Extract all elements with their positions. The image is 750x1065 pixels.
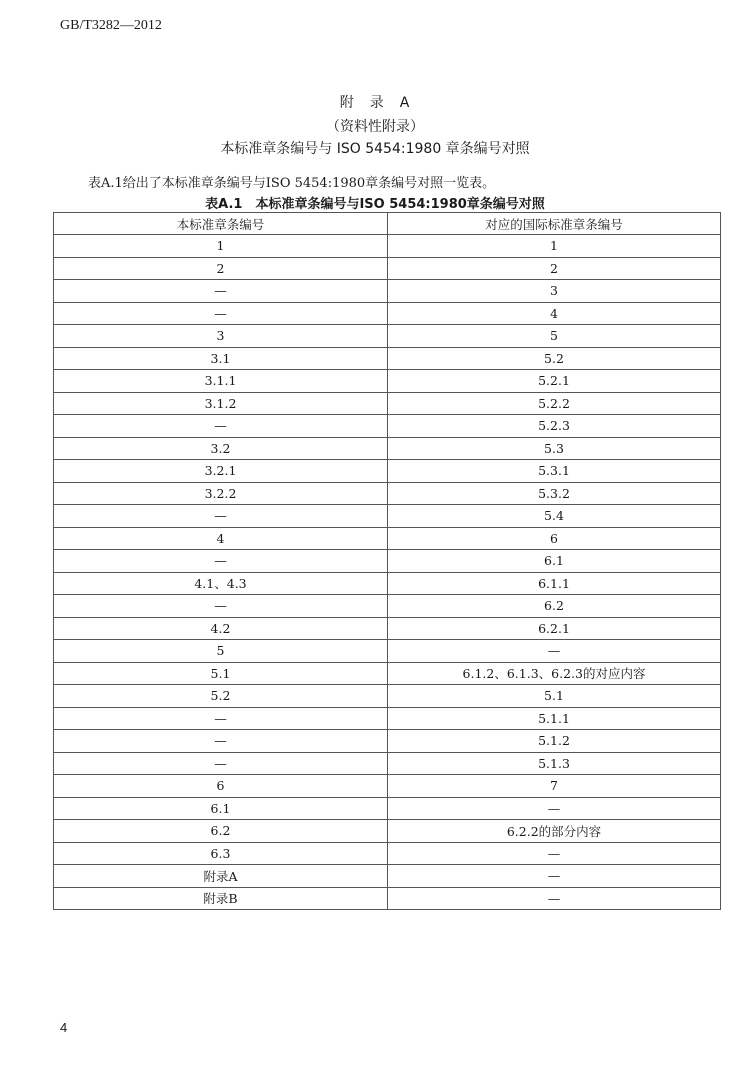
table-row [54, 415, 721, 438]
table-row [54, 572, 721, 595]
cell-this-standard-clause: 6.3 [54, 842, 388, 865]
cell-international-clause: 6.1.2、6.1.3、6.2.3的对应内容 [388, 662, 721, 685]
cell-this-standard-clause: 5 [54, 640, 388, 663]
clause-mapping-table [53, 212, 721, 910]
cell-international-clause: 5.3.1 [388, 460, 721, 483]
table-row [54, 775, 721, 798]
cell-international-clause: 5.2 [388, 347, 721, 370]
cell-this-standard-clause: 1 [54, 235, 388, 258]
table-row [54, 482, 721, 505]
table-row [54, 820, 721, 843]
cell-this-standard-clause: 5.1 [54, 662, 388, 685]
table-row [54, 797, 721, 820]
table-header-row [54, 213, 721, 235]
cell-this-standard-clause: 3.1.2 [54, 392, 388, 415]
table-row [54, 280, 721, 303]
cell-this-standard-clause: 附录B [54, 887, 388, 910]
cell-international-clause: — [388, 797, 721, 820]
table-row [54, 347, 721, 370]
cell-international-clause: 6.2 [388, 595, 721, 618]
cell-this-standard-clause: 5.2 [54, 685, 388, 708]
table-row [54, 887, 721, 910]
table-row [54, 235, 721, 258]
cell-international-clause: — [388, 842, 721, 865]
cell-international-clause: — [388, 640, 721, 663]
cell-this-standard-clause: 6.1 [54, 797, 388, 820]
table-row [54, 460, 721, 483]
table-row [54, 662, 721, 685]
page-number: 4 [60, 1020, 68, 1035]
table-row [54, 865, 721, 888]
table-row [54, 392, 721, 415]
table-row [54, 842, 721, 865]
cell-international-clause: 5.4 [388, 505, 721, 528]
cell-international-clause: — [388, 865, 721, 888]
cell-this-standard-clause: 6.2 [54, 820, 388, 843]
table-row [54, 617, 721, 640]
table-row [54, 325, 721, 348]
cell-international-clause: 5.3.2 [388, 482, 721, 505]
standard-number-header: GB/T3282—2012 [60, 18, 162, 33]
table-body [54, 235, 721, 910]
table-row [54, 685, 721, 708]
table-row [54, 257, 721, 280]
cell-international-clause: 6 [388, 527, 721, 550]
table-row [54, 437, 721, 460]
table-caption: 表A.1 本标准章条编号与ISO 5454:1980章条编号对照 [205, 197, 545, 212]
cell-international-clause: 6.1.1 [388, 572, 721, 595]
cell-this-standard-clause: — [54, 415, 388, 438]
cell-international-clause: 5.1.2 [388, 730, 721, 753]
cell-international-clause: 3 [388, 280, 721, 303]
cell-this-standard-clause: — [54, 550, 388, 573]
cell-this-standard-clause: 4.2 [54, 617, 388, 640]
cell-this-standard-clause: 3.2.1 [54, 460, 388, 483]
cell-international-clause: 5.1.3 [388, 752, 721, 775]
cell-this-standard-clause: 4.1、4.3 [54, 572, 388, 595]
table-row [54, 302, 721, 325]
cell-international-clause: 5.1 [388, 685, 721, 708]
table-row [54, 505, 721, 528]
appendix-title: 附 录 A [339, 95, 411, 111]
table-row [54, 595, 721, 618]
cell-this-standard-clause: — [54, 505, 388, 528]
cell-international-clause: 6.2.1 [388, 617, 721, 640]
table-row [54, 527, 721, 550]
cell-this-standard-clause: — [54, 752, 388, 775]
cell-international-clause: — [388, 887, 721, 910]
table-row [54, 707, 721, 730]
cell-international-clause: 5.2.3 [388, 415, 721, 438]
table-row [54, 550, 721, 573]
cell-this-standard-clause: 3.1 [54, 347, 388, 370]
cell-international-clause: 2 [388, 257, 721, 280]
cell-this-standard-clause: — [54, 595, 388, 618]
table-row [54, 370, 721, 393]
table-row [54, 640, 721, 663]
cell-this-standard-clause: 3.2 [54, 437, 388, 460]
cell-international-clause: 7 [388, 775, 721, 798]
cell-international-clause: 5 [388, 325, 721, 348]
cell-international-clause: 4 [388, 302, 721, 325]
cell-this-standard-clause: 3 [54, 325, 388, 348]
cell-this-standard-clause: 附录A [54, 865, 388, 888]
cell-international-clause: 5.2.2 [388, 392, 721, 415]
cell-this-standard-clause: — [54, 280, 388, 303]
cell-this-standard-clause: 6 [54, 775, 388, 798]
cell-international-clause: 1 [388, 235, 721, 258]
cell-this-standard-clause: 3.2.2 [54, 482, 388, 505]
cell-international-clause: 5.3 [388, 437, 721, 460]
table-row [54, 752, 721, 775]
cell-international-clause: 6.1 [388, 550, 721, 573]
cell-this-standard-clause: 3.1.1 [54, 370, 388, 393]
column-header-international-standard: 对应的国际标准章条编号 [388, 213, 721, 235]
cell-this-standard-clause: 2 [54, 257, 388, 280]
cell-this-standard-clause: — [54, 730, 388, 753]
column-header-this-standard: 本标准章条编号 [54, 213, 388, 235]
table-row [54, 730, 721, 753]
cell-international-clause: 6.2.2的部分内容 [388, 820, 721, 843]
cell-international-clause: 5.1.1 [388, 707, 721, 730]
cell-international-clause: 5.2.1 [388, 370, 721, 393]
cell-this-standard-clause: — [54, 302, 388, 325]
intro-paragraph: 表A.1给出了本标准章条编号与ISO 5454:1980章条编号对照一览表。 [88, 176, 496, 191]
appendix-subtitle: 本标准章条编号与 ISO 5454:1980 章条编号对照 [220, 141, 530, 157]
appendix-kind: （资料性附录） [326, 119, 424, 135]
cell-this-standard-clause: 4 [54, 527, 388, 550]
cell-this-standard-clause: — [54, 707, 388, 730]
